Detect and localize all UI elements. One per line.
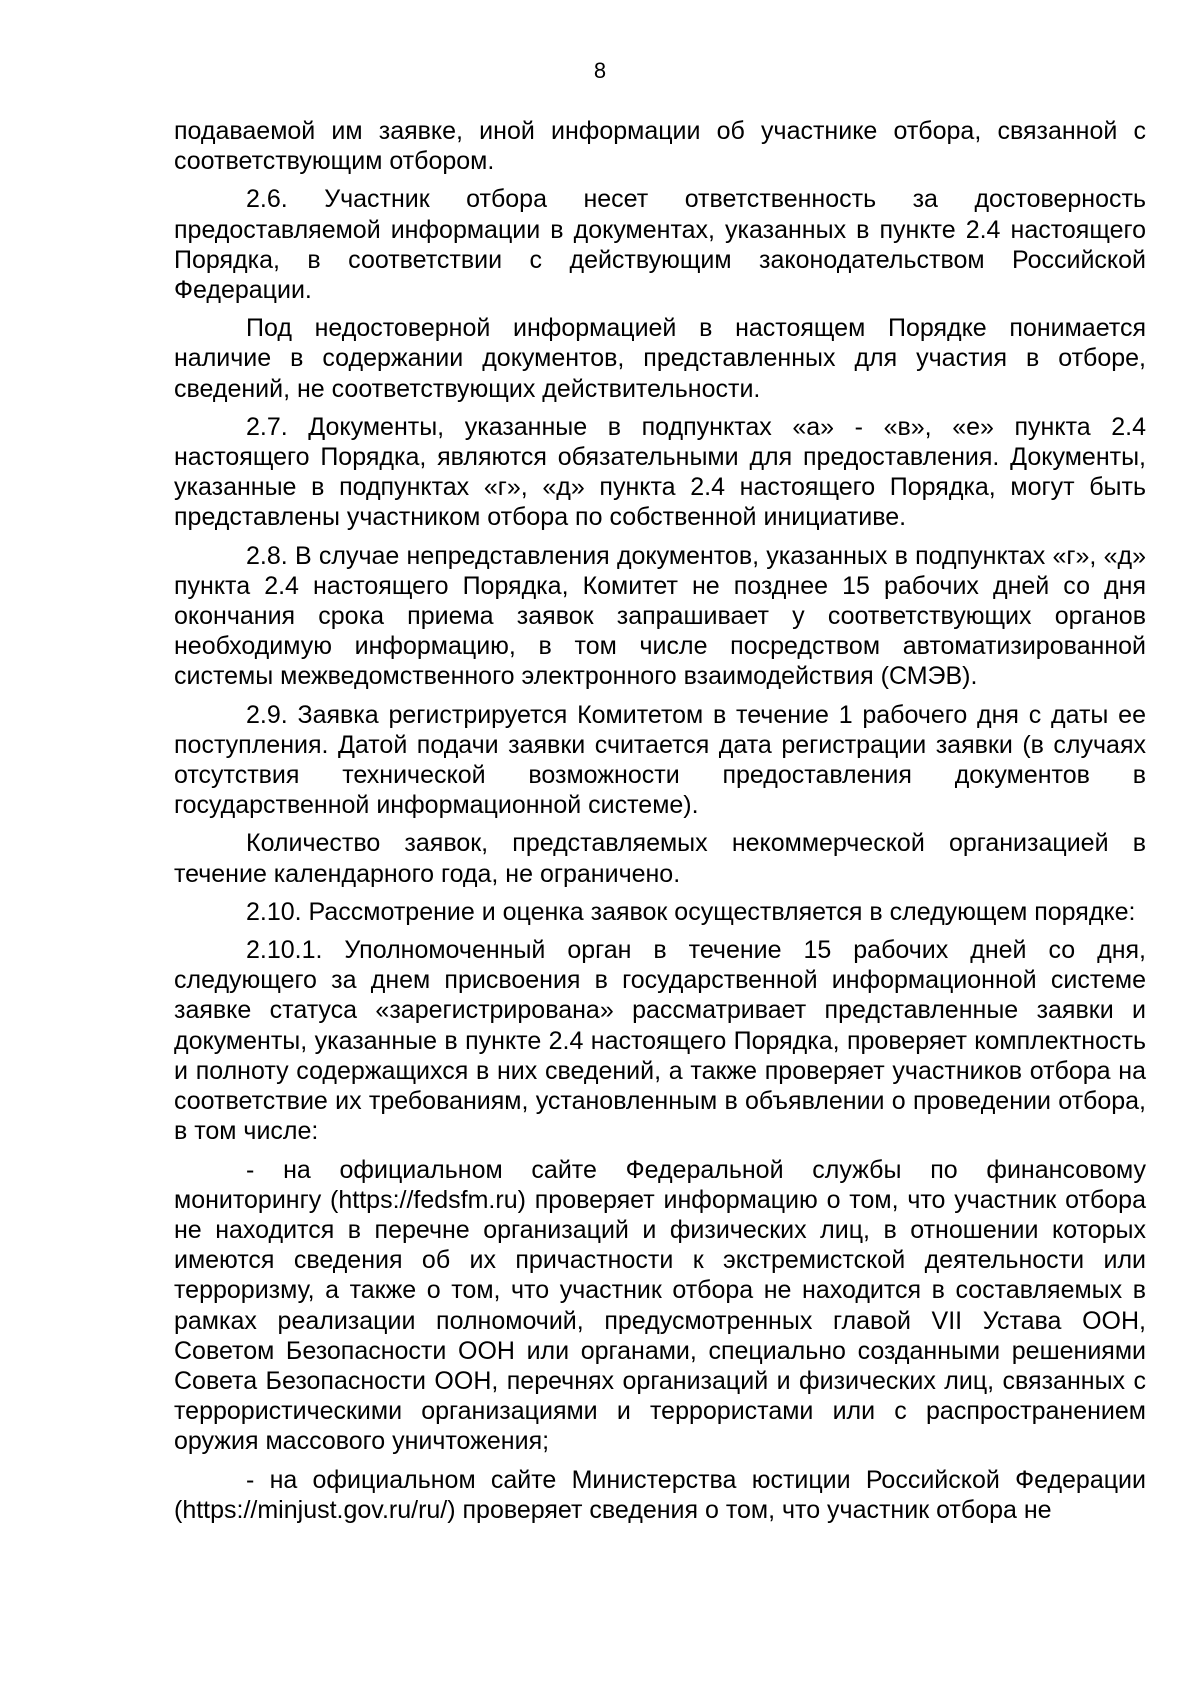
list-item-fedsfm-check: - на официальном сайте Федеральной службы по финансовому мониторингу (https://fedsfm.ru) проверяет информацию о том, что участник отбора не находится в перечне организаций и физических лиц, в отношении которых имеются сведения об их причастности к экстремистской деятельности или терроризму, а также о том, что участник отбора не находится в составляемых в рамках реализации полномочий, предусмотренных главой VII Устава ООН, Советом Безопасности ООН или органами, специально созданными решениями Совета Безопасности ООН, перечнях организаций и физических лиц, связанных с террористическими организациями и террористами или с распространением оружия массового уничтожения;: [174, 1155, 1146, 1456]
page-number: 8: [593, 58, 607, 83]
list-item-minjust-check: - на официальном сайте Министерства юстиции Российской Федерации (https://minjust.gov.ru/ru/) проверяет сведения о том, что участник отбора не: [174, 1465, 1146, 1524]
paragraph-inaccurate-info: Под недостоверной информацией в настоящем Порядке понимается наличие в содержании документов, представленных для участия в отборе, сведений, не соответствующих действительности.: [174, 314, 1146, 403]
paragraph-2-6: 2.6. Участник отбора несет ответственность за достоверность предоставляемой информации в документах, указанных в пункте 2.4 настоящего Порядка, в соответствии с действующим законодательством Российской Федерации.: [174, 185, 1146, 305]
paragraph-2-9: 2.9. Заявка регистрируется Комитетом в течение 1 рабочего дня с даты ее поступления. Датой подачи заявки считается дата регистрации заявки (в случаях отсутствия технической возможности предоставления документов в государственной информационной системе).: [174, 700, 1146, 820]
document-body: [174, 116, 1146, 1533]
paragraph-continuation: подаваемой им заявке, иной информации об участнике отбора, связанной с соответствующим отбором.: [174, 117, 1146, 176]
paragraph-2-10: 2.10. Рассмотрение и оценка заявок осуществляется в следующем порядке:: [246, 897, 1136, 926]
paragraph-2-7: 2.7. Документы, указанные в подпунктах «а» - «в», «е» пункта 2.4 настоящего Порядка, являются обязательными для предоставления. Документы, указанные в подпунктах «г», «д» пункта 2.4 настоящего Порядка, могут быть представлены участником отбора по собственной инициативе.: [174, 412, 1146, 532]
paragraph-2-8: 2.8. В случае непредставления документов, указанных в подпунктах «г», «д» пункта 2.4 настоящего Порядка, Комитет не позднее 15 рабочих дней со дня окончания срока приема заявок запрашивает у соответствующих органов необходимую информацию, в том числе посредством автоматизированной системы межведомственного электронного взаимодействия (СМЭВ).: [174, 541, 1146, 691]
paragraph-2-10-1: 2.10.1. Уполномоченный орган в течение 15 рабочих дней со дня, следующего за днем присвоения в государственной информационной системе заявке статуса «зарегистрирована» рассматривает представленные заявки и документы, указанные в пункте 2.4 настоящего Порядка, проверяет комплектность и полноту содержащихся в них сведений, а также проверяет участников отбора на соответствие их требованиям, установленным в объявлении о проведении отбора, в том числе:: [174, 936, 1146, 1146]
paragraph-application-count: Количество заявок, представляемых некоммерческой организацией в течение календарного года, не ограничено.: [174, 829, 1146, 888]
